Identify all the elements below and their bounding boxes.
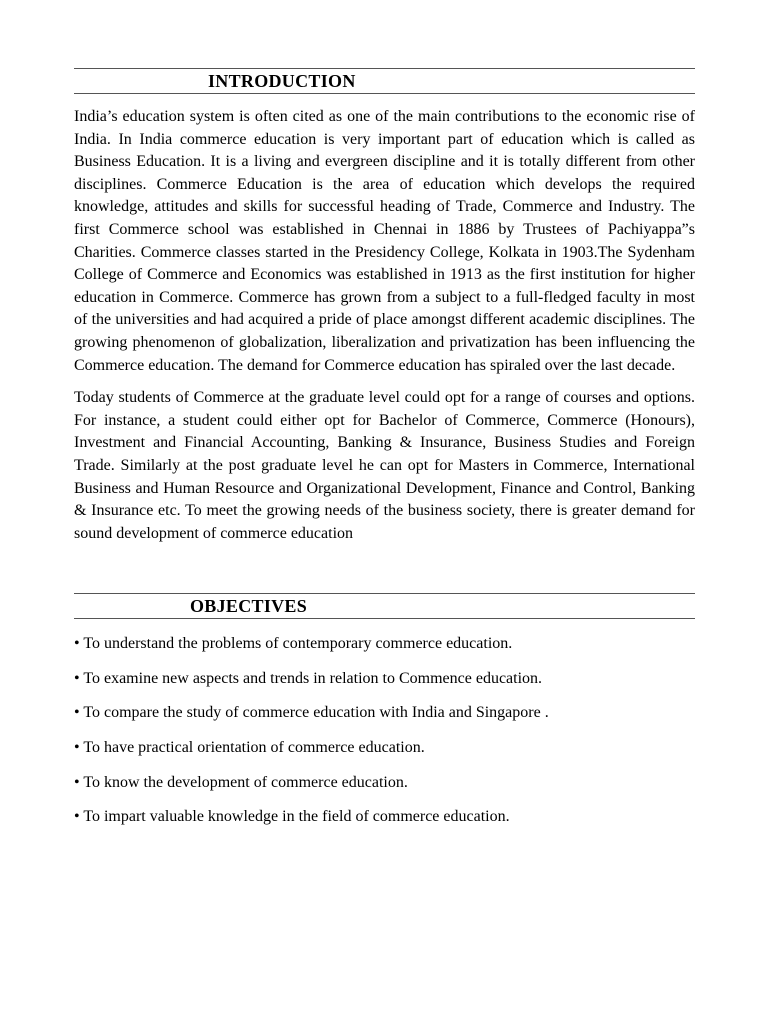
introduction-paragraph-2: Today students of Commerce at the graduate level could opt for a range of courses and options. For instance, a student could either opt for Bachelor of Commerce, Commerce (Honours), Investment and Financial Accounting, Banking & Insurance, Business Studies and Foreign Trade. Similarly at the post graduate level he can opt for Masters in Commerce, International Business and Human Resource and Organizational Development, Finance and Control, Banking & Insurance etc. To meet the growing needs of the business society, there is greater demand for sound development of commerce education bbox=[74, 389, 695, 542]
objective-item: • To examine new aspects and trends in relation to Commence education. bbox=[74, 669, 543, 687]
introduction-heading: INTRODUCTION bbox=[208, 71, 356, 91]
objectives-header bbox=[74, 593, 695, 619]
objective-item: • To know the development of commerce education. bbox=[74, 773, 408, 791]
document-page bbox=[74, 68, 695, 841]
objective-item: • To understand the problems of contemporary commerce education. bbox=[74, 635, 513, 653]
introduction-paragraph-1: India’s education system is often cited as one of the main contributions to the economic rise of India. In India commerce education is very important part of education which is called as Business Education. It is a living and evergreen discipline and it is totally different from other disciplines. Commerce Education is the area of education which develops the required knowledge, attitudes and skills for successful heading of Trade, Commerce and Industry. The first Commerce school was established in Chennai in 1886 by Trustees of Pachiyappa”s Charities. Commerce classes started in the Presidency College, Kolkata in 1903.The Sydenham College of Commerce and Economics was established in 1913 as the first institution for higher education in Commerce. Commerce has grown from a subject to a full-fledged faculty in most of the universities and had acquired a pride of place amongst different academic disciplines. The growing phenomenon of globalization, liberalization and privatization has been influencing the Commerce education. The demand for Commerce education has spiraled over the last decade. bbox=[74, 108, 695, 374]
objectives-list bbox=[74, 633, 695, 828]
objective-item: • To compare the study of commerce education with India and Singapore . bbox=[74, 704, 549, 722]
objectives-heading: OBJECTIVES bbox=[190, 596, 308, 617]
introduction-header bbox=[74, 68, 695, 94]
objective-item: • To impart valuable knowledge in the field of commerce education. bbox=[74, 808, 510, 826]
objective-item: • To have practical orientation of commerce education. bbox=[74, 739, 425, 757]
